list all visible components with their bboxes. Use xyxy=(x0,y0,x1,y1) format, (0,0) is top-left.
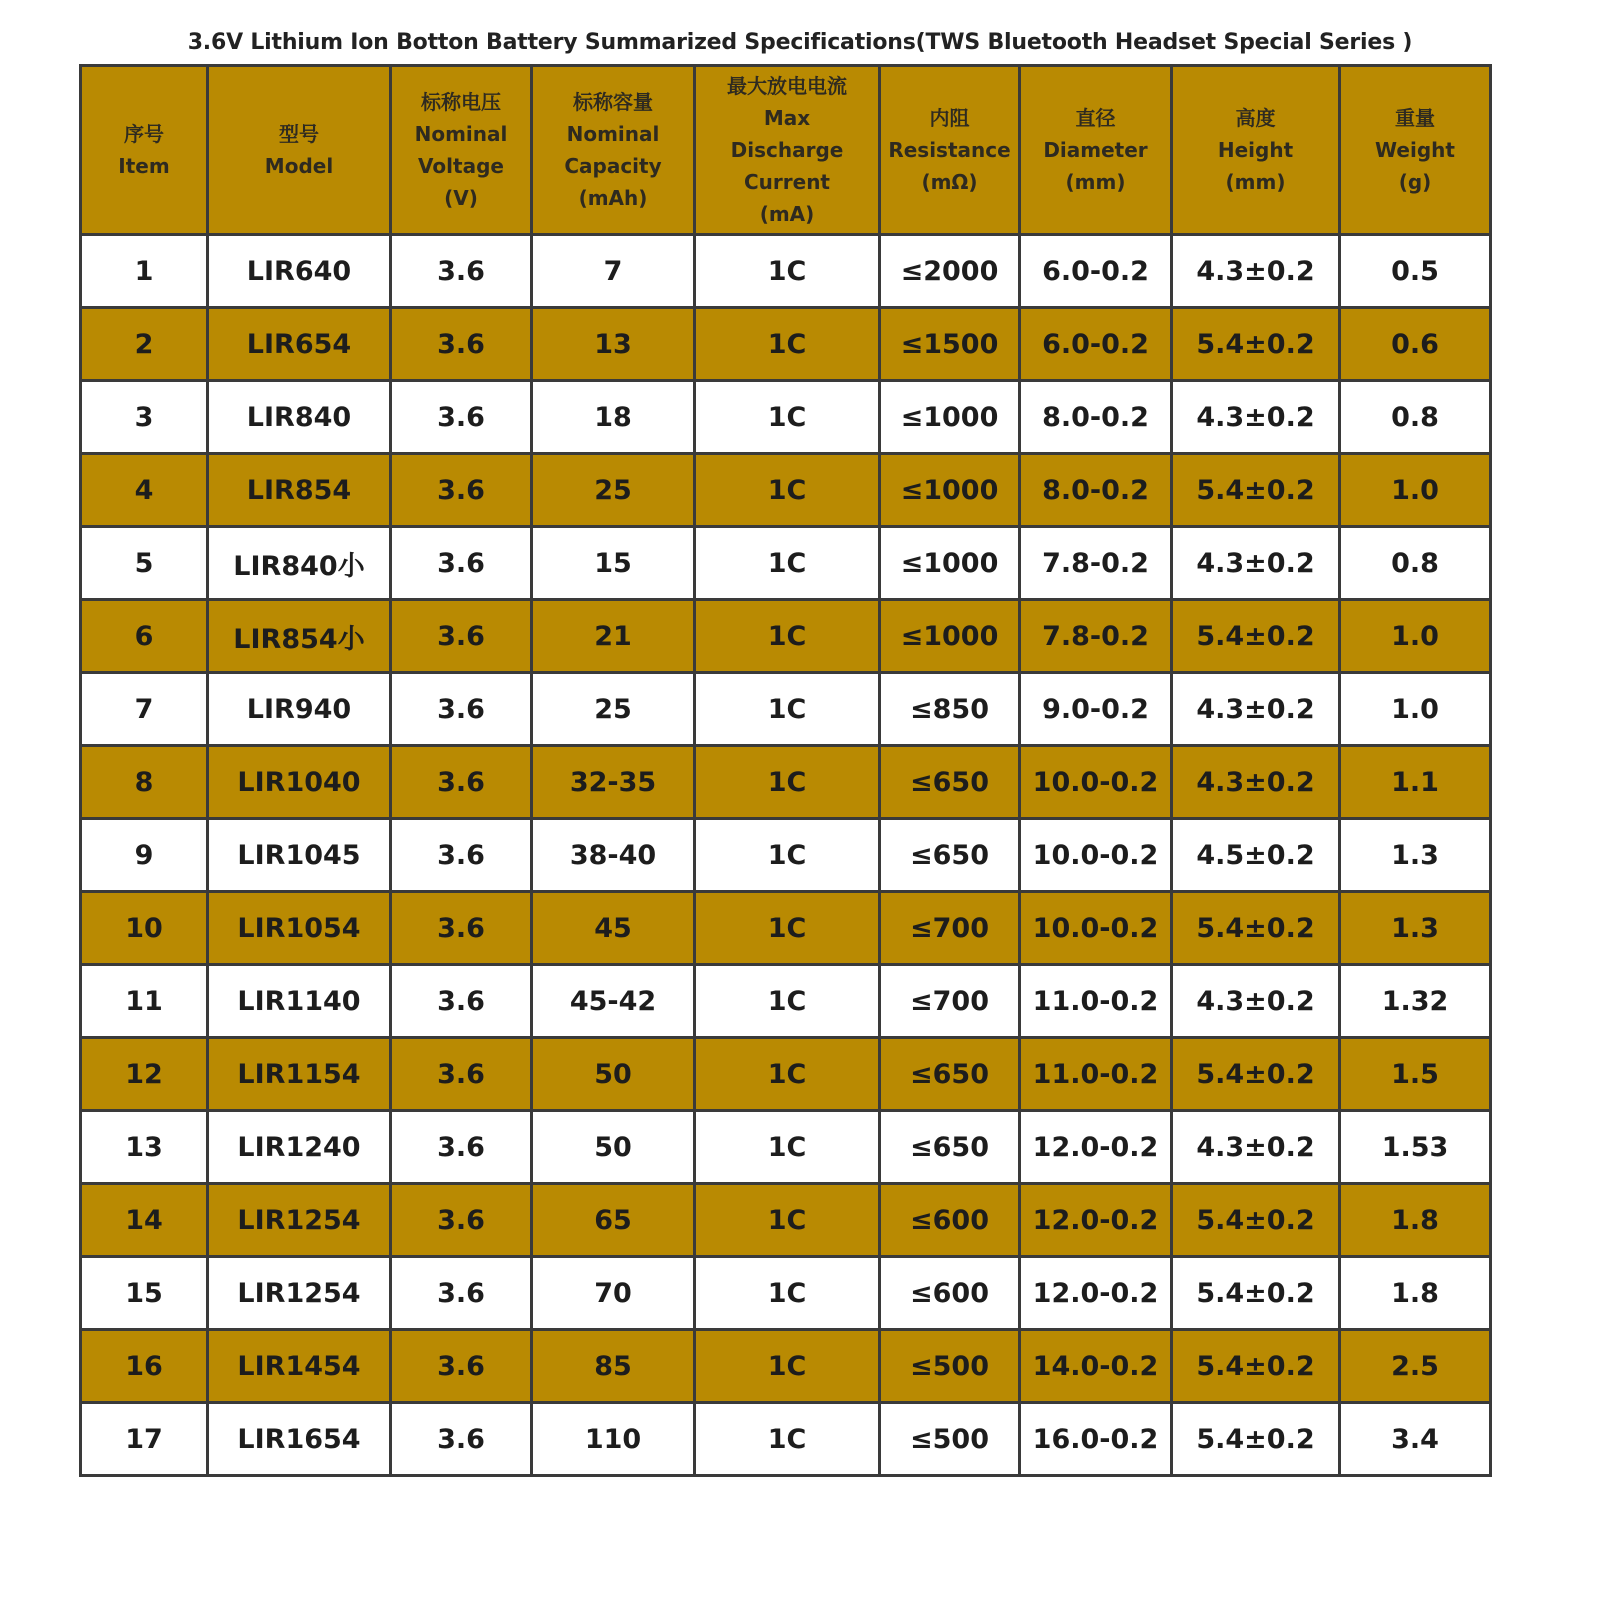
cell-resistance: ≤1000 xyxy=(880,454,1020,527)
cell-weight: 1.0 xyxy=(1340,454,1491,527)
cell-model: LIR940 xyxy=(208,673,391,746)
cell-height: 5.4±0.2 xyxy=(1172,1038,1340,1111)
cell-diameter: 9.0-0.2 xyxy=(1020,673,1172,746)
cell-item: 5 xyxy=(81,527,208,600)
cell-model: LIR854 xyxy=(208,454,391,527)
cell-height: 4.3±0.2 xyxy=(1172,527,1340,600)
cell-weight: 1.8 xyxy=(1340,1184,1491,1257)
cell-height: 5.4±0.2 xyxy=(1172,1257,1340,1330)
page-title: 3.6V Lithium Ion Botton Battery Summarized Specifications(TWS Bluetooth Headset Special Series ) xyxy=(187,30,1413,55)
table-row xyxy=(81,308,1491,381)
cell-diameter: 14.0-0.2 xyxy=(1020,1330,1172,1403)
cell-capacity: 110 xyxy=(532,1403,695,1476)
cell-discharge-current: 1C xyxy=(695,819,880,892)
cell-model: LIR840 xyxy=(208,381,391,454)
cell-weight: 1.0 xyxy=(1340,600,1491,673)
cell-voltage: 3.6 xyxy=(391,308,532,381)
cell-weight: 3.4 xyxy=(1340,1403,1491,1476)
cell-weight: 1.3 xyxy=(1340,892,1491,965)
table-row xyxy=(81,454,1491,527)
cell-capacity: 15 xyxy=(532,527,695,600)
cell-voltage: 3.6 xyxy=(391,1111,532,1184)
cell-item: 13 xyxy=(81,1111,208,1184)
cell-model: LIR640 xyxy=(208,235,391,308)
cell-model: LIR1045 xyxy=(208,819,391,892)
cell-diameter: 10.0-0.2 xyxy=(1020,892,1172,965)
cell-item: 11 xyxy=(81,965,208,1038)
cell-discharge-current: 1C xyxy=(695,1184,880,1257)
cell-voltage: 3.6 xyxy=(391,454,532,527)
cell-diameter: 12.0-0.2 xyxy=(1020,1257,1172,1330)
cell-height: 5.4±0.2 xyxy=(1172,454,1340,527)
cell-height: 4.3±0.2 xyxy=(1172,673,1340,746)
cell-voltage: 3.6 xyxy=(391,965,532,1038)
table-row xyxy=(81,1257,1491,1330)
cell-discharge-current: 1C xyxy=(695,600,880,673)
header-item: 序号 Item xyxy=(81,66,208,235)
cell-diameter: 16.0-0.2 xyxy=(1020,1403,1172,1476)
cell-discharge-current: 1C xyxy=(695,454,880,527)
cell-diameter: 10.0-0.2 xyxy=(1020,819,1172,892)
cell-item: 4 xyxy=(81,454,208,527)
cell-voltage: 3.6 xyxy=(391,819,532,892)
cell-voltage: 3.6 xyxy=(391,1330,532,1403)
table-row xyxy=(81,819,1491,892)
cell-resistance: ≤650 xyxy=(880,746,1020,819)
cell-resistance: ≤2000 xyxy=(880,235,1020,308)
cell-resistance: ≤500 xyxy=(880,1403,1020,1476)
cell-weight: 2.5 xyxy=(1340,1330,1491,1403)
table-body xyxy=(81,235,1491,1476)
cell-weight: 1.3 xyxy=(1340,819,1491,892)
cell-height: 4.3±0.2 xyxy=(1172,965,1340,1038)
cell-resistance: ≤850 xyxy=(880,673,1020,746)
cell-weight: 1.1 xyxy=(1340,746,1491,819)
cell-item: 2 xyxy=(81,308,208,381)
cell-height: 4.3±0.2 xyxy=(1172,746,1340,819)
cell-model: LIR1154 xyxy=(208,1038,391,1111)
cell-model: LIR1254 xyxy=(208,1184,391,1257)
cell-discharge-current: 1C xyxy=(695,673,880,746)
cell-voltage: 3.6 xyxy=(391,1257,532,1330)
cell-model: LIR1140 xyxy=(208,965,391,1038)
table-row xyxy=(81,235,1491,308)
cell-diameter: 6.0-0.2 xyxy=(1020,308,1172,381)
table-row xyxy=(81,1184,1491,1257)
cell-voltage: 3.6 xyxy=(391,892,532,965)
cell-capacity: 70 xyxy=(532,1257,695,1330)
cell-model: LIR1254 xyxy=(208,1257,391,1330)
cell-weight: 0.8 xyxy=(1340,527,1491,600)
cell-model: LIR654 xyxy=(208,308,391,381)
cell-voltage: 3.6 xyxy=(391,673,532,746)
cell-diameter: 11.0-0.2 xyxy=(1020,965,1172,1038)
cell-voltage: 3.6 xyxy=(391,1403,532,1476)
header-model: 型号 Model xyxy=(208,66,391,235)
cell-weight: 1.0 xyxy=(1340,673,1491,746)
cell-capacity: 25 xyxy=(532,673,695,746)
header-diameter: 直径 Diameter (mm) xyxy=(1020,66,1172,235)
cell-diameter: 12.0-0.2 xyxy=(1020,1111,1172,1184)
cell-item: 7 xyxy=(81,673,208,746)
cell-resistance: ≤650 xyxy=(880,1038,1020,1111)
header-max-discharge-current: 最大放电电流 Max Discharge Current (mA) xyxy=(695,66,880,235)
cell-capacity: 45 xyxy=(532,892,695,965)
cell-weight: 1.32 xyxy=(1340,965,1491,1038)
cell-resistance: ≤1500 xyxy=(880,308,1020,381)
cell-item: 8 xyxy=(81,746,208,819)
cell-weight: 1.8 xyxy=(1340,1257,1491,1330)
header-row xyxy=(81,66,1491,235)
cell-diameter: 10.0-0.2 xyxy=(1020,746,1172,819)
cell-capacity: 25 xyxy=(532,454,695,527)
cell-capacity: 32-35 xyxy=(532,746,695,819)
cell-weight: 0.5 xyxy=(1340,235,1491,308)
cell-discharge-current: 1C xyxy=(695,965,880,1038)
header-weight: 重量 Weight (g) xyxy=(1340,66,1491,235)
cell-height: 5.4±0.2 xyxy=(1172,308,1340,381)
table-row xyxy=(81,1330,1491,1403)
cell-resistance: ≤600 xyxy=(880,1184,1020,1257)
cell-item: 15 xyxy=(81,1257,208,1330)
table-row xyxy=(81,746,1491,819)
cell-weight: 1.53 xyxy=(1340,1111,1491,1184)
cell-capacity: 50 xyxy=(532,1038,695,1111)
cell-capacity: 65 xyxy=(532,1184,695,1257)
table-row xyxy=(81,965,1491,1038)
header-nominal-capacity: 标称容量 Nominal Capacity (mAh) xyxy=(532,66,695,235)
cell-height: 5.4±0.2 xyxy=(1172,600,1340,673)
cell-capacity: 38-40 xyxy=(532,819,695,892)
cell-height: 5.4±0.2 xyxy=(1172,1403,1340,1476)
cell-capacity: 7 xyxy=(532,235,695,308)
cell-resistance: ≤1000 xyxy=(880,381,1020,454)
cell-item: 1 xyxy=(81,235,208,308)
cell-diameter: 8.0-0.2 xyxy=(1020,381,1172,454)
cell-resistance: ≤600 xyxy=(880,1257,1020,1330)
cell-capacity: 50 xyxy=(532,1111,695,1184)
cell-model: LIR1054 xyxy=(208,892,391,965)
cell-discharge-current: 1C xyxy=(695,1038,880,1111)
cell-height: 4.3±0.2 xyxy=(1172,1111,1340,1184)
cell-voltage: 3.6 xyxy=(391,1038,532,1111)
cell-resistance: ≤1000 xyxy=(880,600,1020,673)
cell-voltage: 3.6 xyxy=(391,1184,532,1257)
cell-model: LIR854小 xyxy=(208,600,391,673)
cell-voltage: 3.6 xyxy=(391,235,532,308)
cell-model: LIR840小 xyxy=(208,527,391,600)
cell-voltage: 3.6 xyxy=(391,746,532,819)
cell-capacity: 21 xyxy=(532,600,695,673)
cell-resistance: ≤500 xyxy=(880,1330,1020,1403)
cell-discharge-current: 1C xyxy=(695,381,880,454)
table-row xyxy=(81,381,1491,454)
cell-model: LIR1240 xyxy=(208,1111,391,1184)
cell-discharge-current: 1C xyxy=(695,527,880,600)
cell-height: 5.4±0.2 xyxy=(1172,1184,1340,1257)
cell-height: 4.3±0.2 xyxy=(1172,381,1340,454)
cell-discharge-current: 1C xyxy=(695,1257,880,1330)
cell-diameter: 12.0-0.2 xyxy=(1020,1184,1172,1257)
cell-diameter: 8.0-0.2 xyxy=(1020,454,1172,527)
cell-discharge-current: 1C xyxy=(695,1111,880,1184)
cell-discharge-current: 1C xyxy=(695,746,880,819)
cell-weight: 1.5 xyxy=(1340,1038,1491,1111)
cell-capacity: 85 xyxy=(532,1330,695,1403)
cell-capacity: 13 xyxy=(532,308,695,381)
cell-diameter: 7.8-0.2 xyxy=(1020,527,1172,600)
cell-item: 17 xyxy=(81,1403,208,1476)
cell-discharge-current: 1C xyxy=(695,1403,880,1476)
cell-model: LIR1040 xyxy=(208,746,391,819)
cell-diameter: 11.0-0.2 xyxy=(1020,1038,1172,1111)
table-row xyxy=(81,527,1491,600)
cell-model: LIR1654 xyxy=(208,1403,391,1476)
header-nominal-voltage: 标称电压 Nominal Voltage (V) xyxy=(391,66,532,235)
cell-item: 3 xyxy=(81,381,208,454)
cell-capacity: 18 xyxy=(532,381,695,454)
table-row xyxy=(81,1403,1491,1476)
cell-discharge-current: 1C xyxy=(695,235,880,308)
cell-capacity: 45-42 xyxy=(532,965,695,1038)
cell-voltage: 3.6 xyxy=(391,600,532,673)
cell-resistance: ≤650 xyxy=(880,1111,1020,1184)
cell-voltage: 3.6 xyxy=(391,381,532,454)
cell-item: 9 xyxy=(81,819,208,892)
cell-height: 5.4±0.2 xyxy=(1172,892,1340,965)
cell-resistance: ≤700 xyxy=(880,892,1020,965)
cell-discharge-current: 1C xyxy=(695,892,880,965)
cell-discharge-current: 1C xyxy=(695,308,880,381)
cell-height: 5.4±0.2 xyxy=(1172,1330,1340,1403)
table-row xyxy=(81,1111,1491,1184)
cell-item: 10 xyxy=(81,892,208,965)
table-row xyxy=(81,673,1491,746)
cell-height: 4.5±0.2 xyxy=(1172,819,1340,892)
cell-weight: 0.6 xyxy=(1340,308,1491,381)
cell-weight: 0.8 xyxy=(1340,381,1491,454)
cell-model: LIR1454 xyxy=(208,1330,391,1403)
cell-diameter: 6.0-0.2 xyxy=(1020,235,1172,308)
table-row xyxy=(81,600,1491,673)
header-height: 高度 Height (mm) xyxy=(1172,66,1340,235)
table-row xyxy=(81,1038,1491,1111)
cell-voltage: 3.6 xyxy=(391,527,532,600)
cell-resistance: ≤650 xyxy=(880,819,1020,892)
cell-item: 16 xyxy=(81,1330,208,1403)
cell-discharge-current: 1C xyxy=(695,1330,880,1403)
cell-height: 4.3±0.2 xyxy=(1172,235,1340,308)
cell-resistance: ≤1000 xyxy=(880,527,1020,600)
cell-item: 6 xyxy=(81,600,208,673)
header-resistance: 内阻 Resistance (mΩ) xyxy=(880,66,1020,235)
cell-resistance: ≤700 xyxy=(880,965,1020,1038)
table-row xyxy=(81,892,1491,965)
cell-item: 12 xyxy=(81,1038,208,1111)
cell-item: 14 xyxy=(81,1184,208,1257)
cell-diameter: 7.8-0.2 xyxy=(1020,600,1172,673)
spec-table xyxy=(79,64,1492,1477)
